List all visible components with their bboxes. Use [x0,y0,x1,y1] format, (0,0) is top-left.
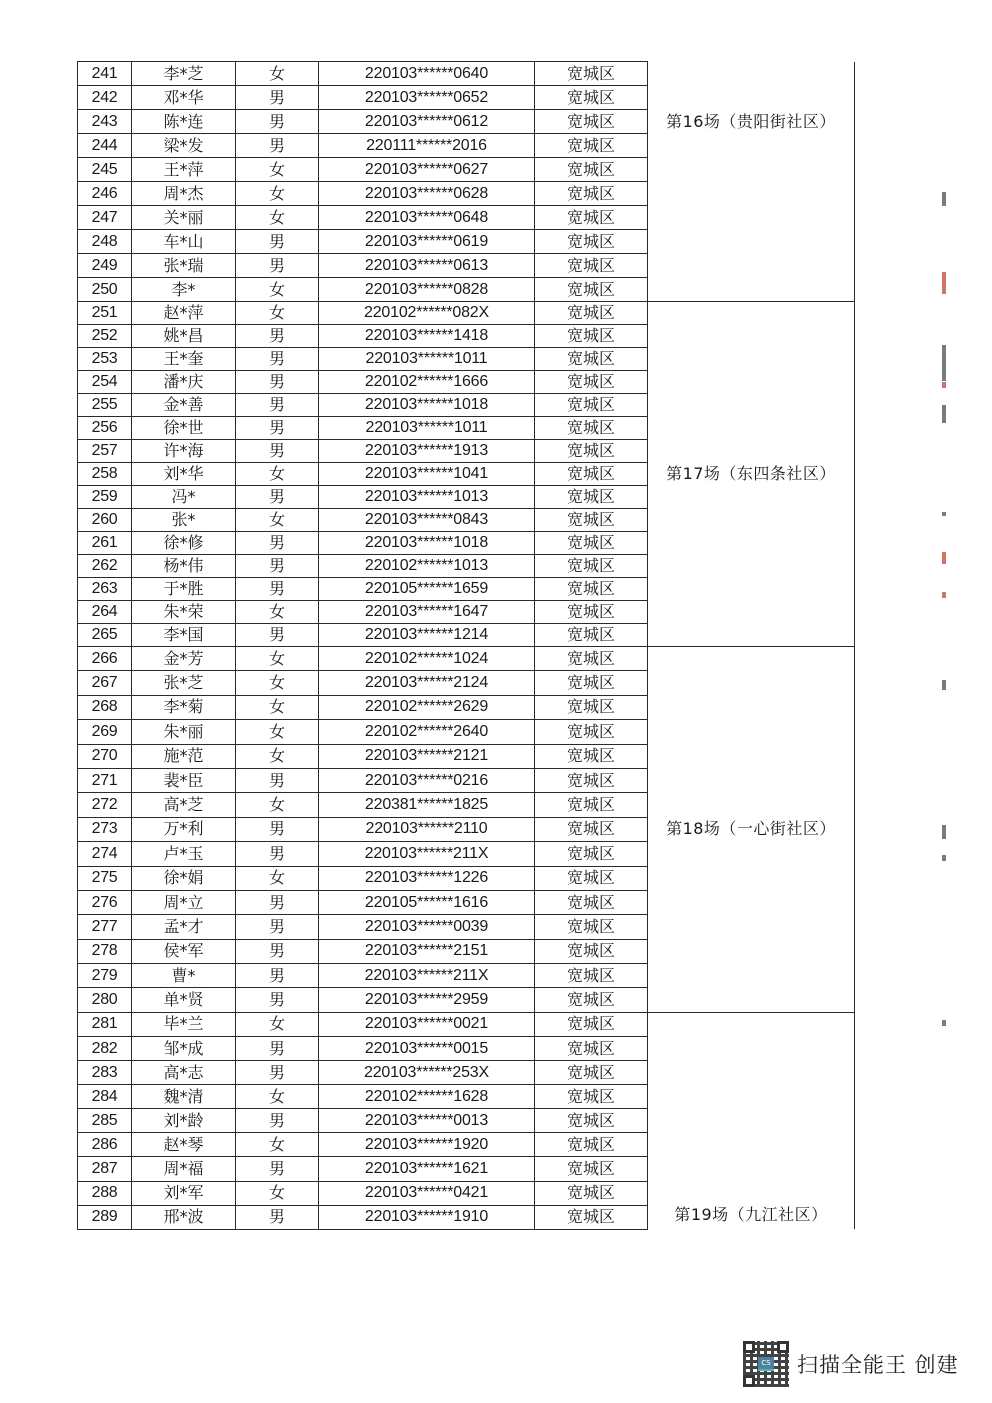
id-number-cell: 220103******1013 [319,486,535,509]
person-name-cell: 卢*玉 [132,842,236,866]
person-name-cell: 关*丽 [132,206,236,230]
gender-cell: 男 [236,417,319,440]
gender-cell: 女 [236,463,319,486]
id-number-cell: 220103******1418 [319,325,535,348]
id-number-cell: 220102******2629 [319,695,535,719]
id-number-cell: 220111******2016 [319,134,535,158]
district-cell: 宽城区 [535,134,648,158]
id-number-cell: 220103******0015 [319,1036,535,1060]
table-row [78,647,855,671]
gender-cell: 男 [236,939,319,963]
district-cell: 宽城区 [535,555,648,578]
district-cell: 宽城区 [535,86,648,110]
district-cell: 宽城区 [535,1109,648,1133]
id-number-cell: 220103******1214 [319,624,535,647]
id-number-cell: 220103******0648 [319,206,535,230]
gender-cell: 男 [236,768,319,792]
district-cell: 宽城区 [535,440,648,463]
person-name-cell: 朱*荣 [132,601,236,624]
id-number-cell: 220103******1041 [319,463,535,486]
person-name-cell: 金*芳 [132,647,236,671]
scan-artifact [942,405,946,423]
gender-cell: 男 [236,1205,319,1229]
district-cell: 宽城区 [535,793,648,817]
person-name-cell: 施*范 [132,744,236,768]
district-cell: 宽城区 [535,532,648,555]
person-name-cell: 刘*龄 [132,1109,236,1133]
row-number-cell: 288 [78,1181,132,1205]
district-cell: 宽城区 [535,325,648,348]
district-cell: 宽城区 [535,1012,648,1036]
row-number-cell: 260 [78,509,132,532]
person-name-cell: 徐*修 [132,532,236,555]
gender-cell: 女 [236,1012,319,1036]
row-number-cell: 286 [78,1133,132,1157]
id-number-cell: 220103******0828 [319,278,535,302]
district-cell: 宽城区 [535,509,648,532]
scan-artifact [942,272,946,294]
row-number-cell: 276 [78,890,132,914]
person-name-cell: 杨*伟 [132,555,236,578]
venue-cell: 第17场（东四条社区） [648,302,855,647]
row-number-cell: 241 [78,62,132,86]
row-number-cell: 244 [78,134,132,158]
person-name-cell: 魏*清 [132,1085,236,1109]
scan-artifact [942,855,946,861]
gender-cell: 男 [236,371,319,394]
gender-cell: 男 [236,254,319,278]
gender-cell: 男 [236,624,319,647]
row-number-cell: 256 [78,417,132,440]
gender-cell: 女 [236,647,319,671]
district-cell: 宽城区 [535,915,648,939]
gender-cell: 男 [236,890,319,914]
row-number-cell: 250 [78,278,132,302]
person-name-cell: 刘*华 [132,463,236,486]
district-cell: 宽城区 [535,302,648,325]
gender-cell: 女 [236,866,319,890]
person-name-cell: 许*海 [132,440,236,463]
gender-cell: 女 [236,302,319,325]
venue-cell: 第16场（贵阳街社区） [648,62,855,302]
district-cell: 宽城区 [535,371,648,394]
scan-artifact [942,512,946,516]
id-number-cell: 220103******1011 [319,417,535,440]
person-name-cell: 曹* [132,964,236,988]
district-cell: 宽城区 [535,866,648,890]
scan-artifact [942,552,946,564]
district-cell: 宽城区 [535,417,648,440]
row-number-cell: 274 [78,842,132,866]
person-name-cell: 王*奎 [132,348,236,371]
person-name-cell: 李*国 [132,624,236,647]
person-name-cell: 姚*昌 [132,325,236,348]
id-number-cell: 220103******2110 [319,817,535,841]
district-cell: 宽城区 [535,720,648,744]
scan-artifact [942,192,946,206]
district-cell: 宽城区 [535,486,648,509]
scan-artifact [942,825,946,839]
id-number-cell: 220103******1910 [319,1205,535,1229]
id-number-cell: 220103******1913 [319,440,535,463]
district-cell: 宽城区 [535,463,648,486]
venue-cell: 第19场（九江社区） [648,1012,855,1229]
district-cell: 宽城区 [535,578,648,601]
gender-cell: 女 [236,62,319,86]
district-cell: 宽城区 [535,768,648,792]
person-name-cell: 金*善 [132,394,236,417]
gender-cell: 女 [236,601,319,624]
district-cell: 宽城区 [535,62,648,86]
scan-artifact [942,680,946,690]
id-number-cell: 220103******0013 [319,1109,535,1133]
district-cell: 宽城区 [535,158,648,182]
district-cell: 宽城区 [535,842,648,866]
row-number-cell: 280 [78,988,132,1012]
watermark-text: 扫描全能王 创建 [797,1353,959,1377]
id-number-cell: 220103******1018 [319,394,535,417]
person-name-cell: 孟*才 [132,915,236,939]
row-number-cell: 267 [78,671,132,695]
gender-cell: 女 [236,1181,319,1205]
district-cell: 宽城区 [535,1085,648,1109]
district-cell: 宽城区 [535,647,648,671]
gender-cell: 女 [236,509,319,532]
gender-cell: 女 [236,671,319,695]
id-number-cell: 220105******1659 [319,578,535,601]
person-name-cell: 徐*世 [132,417,236,440]
table-row [78,1012,855,1036]
row-number-cell: 245 [78,158,132,182]
district-cell: 宽城区 [535,601,648,624]
row-number-cell: 287 [78,1157,132,1181]
district-cell: 宽城区 [535,964,648,988]
row-number-cell: 265 [78,624,132,647]
gender-cell: 女 [236,182,319,206]
district-cell: 宽城区 [535,110,648,134]
district-cell: 宽城区 [535,695,648,719]
person-name-cell: 单*贤 [132,988,236,1012]
row-number-cell: 277 [78,915,132,939]
id-number-cell: 220102******2640 [319,720,535,744]
district-cell: 宽城区 [535,624,648,647]
person-name-cell: 车*山 [132,230,236,254]
id-number-cell: 220103******0628 [319,182,535,206]
row-number-cell: 284 [78,1085,132,1109]
scan-artifact [942,382,946,388]
row-number-cell: 271 [78,768,132,792]
gender-cell: 男 [236,110,319,134]
id-number-cell: 220103******1018 [319,532,535,555]
district-cell: 宽城区 [535,182,648,206]
person-name-cell: 邹*成 [132,1036,236,1060]
district-cell: 宽城区 [535,230,648,254]
district-cell: 宽城区 [535,1181,648,1205]
person-name-cell: 裴*臣 [132,768,236,792]
person-name-cell: 周*立 [132,890,236,914]
gender-cell: 男 [236,1061,319,1085]
row-number-cell: 268 [78,695,132,719]
id-number-cell: 220103******1621 [319,1157,535,1181]
person-name-cell: 徐*娟 [132,866,236,890]
gender-cell: 男 [236,486,319,509]
gender-cell: 女 [236,1133,319,1157]
id-number-cell: 220103******0421 [319,1181,535,1205]
gender-cell: 女 [236,744,319,768]
row-number-cell: 281 [78,1012,132,1036]
id-number-cell: 220103******2151 [319,939,535,963]
person-name-cell: 张* [132,509,236,532]
id-number-cell: 220103******1647 [319,601,535,624]
person-name-cell: 冯* [132,486,236,509]
row-number-cell: 252 [78,325,132,348]
id-number-cell: 220103******0039 [319,915,535,939]
district-cell: 宽城区 [535,1061,648,1085]
row-number-cell: 243 [78,110,132,134]
row-number-cell: 261 [78,532,132,555]
id-number-cell: 220105******1616 [319,890,535,914]
row-number-cell: 285 [78,1109,132,1133]
person-name-cell: 赵*琴 [132,1133,236,1157]
id-number-cell: 220103******0640 [319,62,535,86]
gender-cell: 男 [236,817,319,841]
gender-cell: 女 [236,793,319,817]
row-number-cell: 246 [78,182,132,206]
person-name-cell: 李* [132,278,236,302]
row-number-cell: 258 [78,463,132,486]
id-number-cell: 220103******2124 [319,671,535,695]
gender-cell: 女 [236,278,319,302]
scan-artifact [942,592,946,598]
id-number-cell: 220103******0216 [319,768,535,792]
row-number-cell: 242 [78,86,132,110]
row-number-cell: 270 [78,744,132,768]
district-cell: 宽城区 [535,988,648,1012]
row-number-cell: 279 [78,964,132,988]
id-number-cell: 220103******2959 [319,988,535,1012]
row-number-cell: 248 [78,230,132,254]
id-number-cell: 220103******0619 [319,230,535,254]
district-cell: 宽城区 [535,939,648,963]
row-number-cell: 289 [78,1205,132,1229]
gender-cell: 男 [236,915,319,939]
row-number-cell: 247 [78,206,132,230]
participant-roster-table [77,61,855,1230]
row-number-cell: 257 [78,440,132,463]
district-cell: 宽城区 [535,348,648,371]
person-name-cell: 于*胜 [132,578,236,601]
person-name-cell: 张*芝 [132,671,236,695]
person-name-cell: 侯*军 [132,939,236,963]
row-number-cell: 272 [78,793,132,817]
id-number-cell: 220103******0843 [319,509,535,532]
id-number-cell: 220102******1666 [319,371,535,394]
district-cell: 宽城区 [535,1133,648,1157]
gender-cell: 男 [236,134,319,158]
district-cell: 宽城区 [535,1157,648,1181]
gender-cell: 男 [236,578,319,601]
id-number-cell: 220102******1013 [319,555,535,578]
person-name-cell: 周*福 [132,1157,236,1181]
id-number-cell: 220103******0613 [319,254,535,278]
gender-cell: 女 [236,158,319,182]
id-number-cell: 220103******0021 [319,1012,535,1036]
gender-cell: 男 [236,532,319,555]
row-number-cell: 262 [78,555,132,578]
id-number-cell: 220103******0612 [319,110,535,134]
row-number-cell: 249 [78,254,132,278]
person-name-cell: 潘*庆 [132,371,236,394]
id-number-cell: 220102******1024 [319,647,535,671]
district-cell: 宽城区 [535,1205,648,1229]
id-number-cell: 220103******1226 [319,866,535,890]
person-name-cell: 李*芝 [132,62,236,86]
qr-code-icon: CS [743,1341,789,1387]
district-cell: 宽城区 [535,394,648,417]
district-cell: 宽城区 [535,817,648,841]
gender-cell: 男 [236,440,319,463]
id-number-cell: 220102******082X [319,302,535,325]
gender-cell: 女 [236,695,319,719]
row-number-cell: 264 [78,601,132,624]
table-row [78,302,855,325]
person-name-cell: 邓*华 [132,86,236,110]
row-number-cell: 269 [78,720,132,744]
id-number-cell: 220103******2121 [319,744,535,768]
row-number-cell: 253 [78,348,132,371]
row-number-cell: 282 [78,1036,132,1060]
row-number-cell: 259 [78,486,132,509]
person-name-cell: 梁*发 [132,134,236,158]
person-name-cell: 高*志 [132,1061,236,1085]
gender-cell: 男 [236,964,319,988]
scanner-watermark [743,1341,959,1387]
district-cell: 宽城区 [535,278,648,302]
gender-cell: 女 [236,206,319,230]
person-name-cell: 高*芝 [132,793,236,817]
id-number-cell: 220103******211X [319,964,535,988]
person-name-cell: 陈*连 [132,110,236,134]
person-name-cell: 刘*军 [132,1181,236,1205]
person-name-cell: 赵*萍 [132,302,236,325]
row-number-cell: 273 [78,817,132,841]
gender-cell: 男 [236,230,319,254]
gender-cell: 男 [236,1157,319,1181]
person-name-cell: 万*利 [132,817,236,841]
row-number-cell: 263 [78,578,132,601]
row-number-cell: 251 [78,302,132,325]
person-name-cell: 朱*丽 [132,720,236,744]
district-cell: 宽城区 [535,890,648,914]
person-name-cell: 毕*兰 [132,1012,236,1036]
id-number-cell: 220103******0652 [319,86,535,110]
district-cell: 宽城区 [535,206,648,230]
gender-cell: 女 [236,720,319,744]
id-number-cell: 220103******1920 [319,1133,535,1157]
gender-cell: 男 [236,1036,319,1060]
person-name-cell: 张*瑞 [132,254,236,278]
district-cell: 宽城区 [535,1036,648,1060]
row-number-cell: 283 [78,1061,132,1085]
id-number-cell: 220103******253X [319,1061,535,1085]
id-number-cell: 220103******211X [319,842,535,866]
id-number-cell: 220103******0627 [319,158,535,182]
gender-cell: 男 [236,555,319,578]
person-name-cell: 李*菊 [132,695,236,719]
row-number-cell: 266 [78,647,132,671]
scan-artifact [942,345,946,381]
roster-body [78,62,855,1230]
gender-cell: 男 [236,348,319,371]
person-name-cell: 王*萍 [132,158,236,182]
row-number-cell: 278 [78,939,132,963]
row-number-cell: 255 [78,394,132,417]
gender-cell: 男 [236,1109,319,1133]
row-number-cell: 254 [78,371,132,394]
district-cell: 宽城区 [535,254,648,278]
person-name-cell: 邢*波 [132,1205,236,1229]
person-name-cell: 周*杰 [132,182,236,206]
district-cell: 宽城区 [535,744,648,768]
row-number-cell: 275 [78,866,132,890]
venue-cell: 第18场（一心街社区） [648,647,855,1013]
gender-cell: 男 [236,86,319,110]
gender-cell: 男 [236,394,319,417]
gender-cell: 女 [236,1085,319,1109]
gender-cell: 男 [236,988,319,1012]
id-number-cell: 220381******1825 [319,793,535,817]
district-cell: 宽城区 [535,671,648,695]
table-row [78,62,855,86]
gender-cell: 男 [236,842,319,866]
id-number-cell: 220102******1628 [319,1085,535,1109]
gender-cell: 男 [236,325,319,348]
scan-artifact [942,1020,946,1026]
id-number-cell: 220103******1011 [319,348,535,371]
